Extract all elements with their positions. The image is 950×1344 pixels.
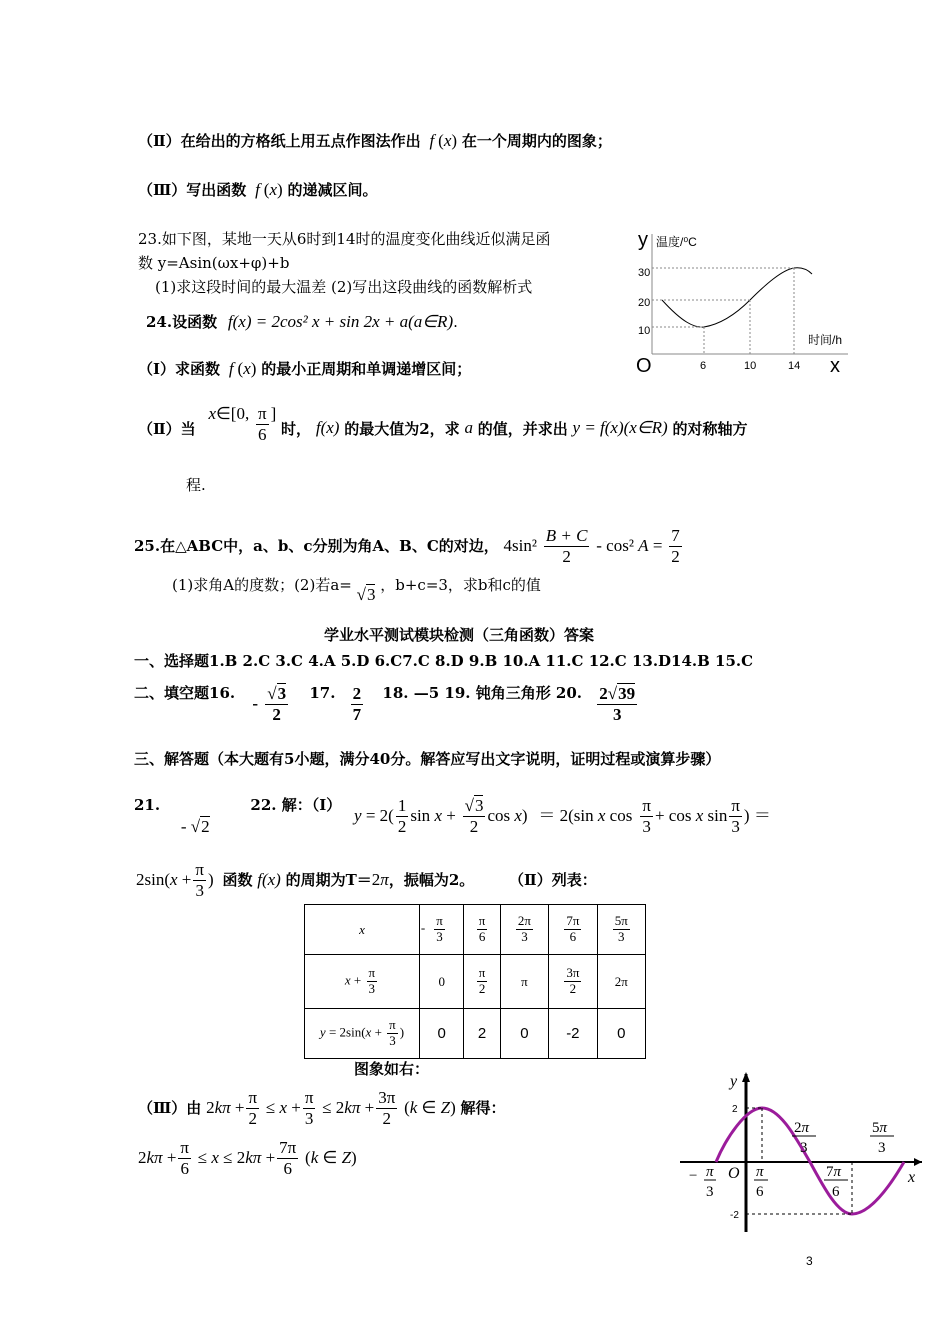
- table-cell: 0: [420, 955, 464, 1009]
- svg-text:π: π: [756, 1164, 764, 1180]
- temp-curve: [662, 268, 812, 327]
- sine-ymin: -2: [730, 1210, 739, 1221]
- table-cell: 2π: [597, 955, 645, 1009]
- temp-x-label: 时间/h: [808, 333, 843, 347]
- temp-xtick-10: 10: [744, 360, 757, 372]
- x-arrow-icon: [914, 1158, 922, 1166]
- svg-text:6: 6: [832, 1184, 840, 1200]
- table-cell: 0: [597, 1009, 645, 1059]
- table-cell: 0: [420, 1009, 464, 1059]
- sine-graph: [676, 1068, 930, 1234]
- graph-caption: 图象如右：: [354, 1060, 430, 1078]
- value-table: [304, 904, 646, 1059]
- q23-line1: 23.如下图，某地一天从6时到14时的温度变化曲线近似满足函: [138, 230, 551, 248]
- q24-formula: f(x) = 2cos² x + sin 2x + a(a∈R): [227, 312, 454, 331]
- table-cell: $\frac{\pi}{3}$ -: [420, 905, 464, 955]
- table-row: [305, 955, 646, 1009]
- svg-text:3: 3: [706, 1184, 714, 1200]
- svg-text:3: 3: [800, 1140, 808, 1156]
- fill-answers: 二、填空题16. - $\frac{√3}{2}$ 17. $\frac{2}{7}$ 18. —5 19. 钝角三角形 20. $\frac{2√39}{3}$: [134, 684, 636, 724]
- temp-origin: O: [636, 355, 652, 377]
- temp-xtick-6: 6: [700, 360, 707, 372]
- svg-text:6: 6: [756, 1184, 764, 1200]
- table-cell: $\frac{\pi}{2}$: [464, 955, 500, 1009]
- table-cell: $\frac{5\pi}{3}$: [597, 905, 645, 955]
- page-number: 3: [806, 1254, 813, 1268]
- table-cell: 2: [464, 1009, 500, 1059]
- q24-part1: （Ⅰ）求函数 f (x) 的最小正周期和单调递增区间；: [138, 359, 472, 378]
- table-cell: π: [500, 955, 548, 1009]
- q22-part3: （Ⅲ）写出函数 f (x) 的递减区间。: [138, 180, 378, 199]
- svg-text:−: −: [688, 1168, 699, 1184]
- sine-x-letter: x: [908, 1169, 916, 1186]
- row1-label: x: [305, 905, 420, 955]
- table-row: [305, 1009, 646, 1059]
- sine-ymax: 2: [732, 1104, 738, 1115]
- answer-title: 学业水平测试模块检测（三角函数）答案: [324, 626, 595, 644]
- table-cell: $\frac{7\pi}{6}$: [549, 905, 597, 955]
- temp-tick-10: 10: [638, 325, 651, 337]
- sine-y-letter: y: [730, 1073, 738, 1090]
- part3-line: （Ⅲ）由 2kπ + $\frac{\pi}{2}$ ≤ x + $\frac{\pi}{3}$ ≤ 2kπ + $\frac{3\pi}{2}$ (k ∈ Z) 解得：: [138, 1088, 506, 1128]
- table-row: [305, 905, 646, 955]
- table-cell: -2: [549, 1009, 597, 1059]
- q23-line2: 数 y=Asin(ωx+φ)+b: [138, 254, 290, 272]
- q24-part2-end: 程.: [186, 476, 206, 494]
- temp-xtick-14: 14: [788, 360, 801, 372]
- y-arrow-icon: [742, 1072, 750, 1082]
- temp-tick-30: 30: [638, 267, 651, 279]
- q24-intro: 24.设函数 f(x) = 2cos² x + sin 2x + a(a∈R).: [146, 312, 458, 331]
- q23-line3: (1)求这段时间的最大温差 (2)写出这段曲线的函数解析式: [155, 278, 533, 296]
- temp-y-letter: y: [638, 229, 648, 251]
- svg-text:π: π: [706, 1164, 714, 1180]
- q22-part2: （Ⅱ）在给出的方格纸上用五点作图法作出 f (x) 在一个周期内的图象；: [138, 131, 612, 150]
- row2-label: x + $\frac{\pi}{3}$: [305, 955, 420, 1009]
- svg-text:2π: 2π: [794, 1120, 810, 1136]
- temp-x-letter: x: [830, 355, 840, 377]
- q25-line2: (1)求角A的度数；(2)若a= √3 ，b+c=3，求b和c的值: [172, 576, 541, 604]
- period-line: 2sin(x + $\frac{\pi}{3}$ ) 函数 f(x) 的周期为T＝2π，振幅为2。 （Ⅱ）列表：: [136, 860, 597, 900]
- part3-result: 2kπ + $\frac{\pi}{6}$ ≤ x ≤ 2kπ + $\frac{7\pi}{6}$ (k ∈ Z): [138, 1138, 357, 1178]
- answer-21-22: 21. - √2 22. 解：（Ⅰ） y = 2( $\frac{1}{2}$ sin x + $\frac{√3}{2}$ cos x) ＝ 2(sin x cos $\frac{\pi}{3}$ + cos x sin $\frac{\pi}{3}$ ) ＝: [134, 796, 771, 837]
- q25-line1: 25.在△ABC中，a、b、c分别为角A、B、C的对边， 4sin² $\frac{B + C}{2}$ - cos² A = $\frac{7}{2}$: [134, 526, 680, 566]
- temperature-chart: [620, 226, 860, 382]
- q24-part2: （Ⅱ）当 x∈[0, $\frac{\pi}{6}$ ] 时， f(x) 的最大值为2，求 a 的值，并求出 y = f(x)(x∈R) 的对称轴方: [138, 404, 748, 444]
- temp-tick-20: 20: [638, 297, 651, 309]
- solve-header: 三、解答题（本大题有5小题，满分40分。解答应写出文字说明，证明过程或演算步骤）: [134, 750, 721, 768]
- choice-answers: 一、选择题1.B 2.C 3.C 4.A 5.D 6.C7.C 8.D 9.B 10.A 11.C 12.C 13.D14.B 15.C: [134, 652, 754, 670]
- sine-origin: O: [728, 1165, 740, 1182]
- table-cell: $\frac{3\pi}{2}$: [549, 955, 597, 1009]
- svg-text:3: 3: [878, 1140, 886, 1156]
- table-cell: 0: [500, 1009, 548, 1059]
- row3-label: y = 2sin(x + $\frac{\pi}{3}$ ): [305, 1009, 420, 1059]
- svg-text:7π: 7π: [826, 1164, 842, 1180]
- table-cell: $\frac{\pi}{6}$: [464, 905, 500, 955]
- temp-y-label: 温度/⁰C: [656, 235, 697, 249]
- svg-text:5π: 5π: [872, 1120, 888, 1136]
- table-cell: $\frac{2\pi}{3}$: [500, 905, 548, 955]
